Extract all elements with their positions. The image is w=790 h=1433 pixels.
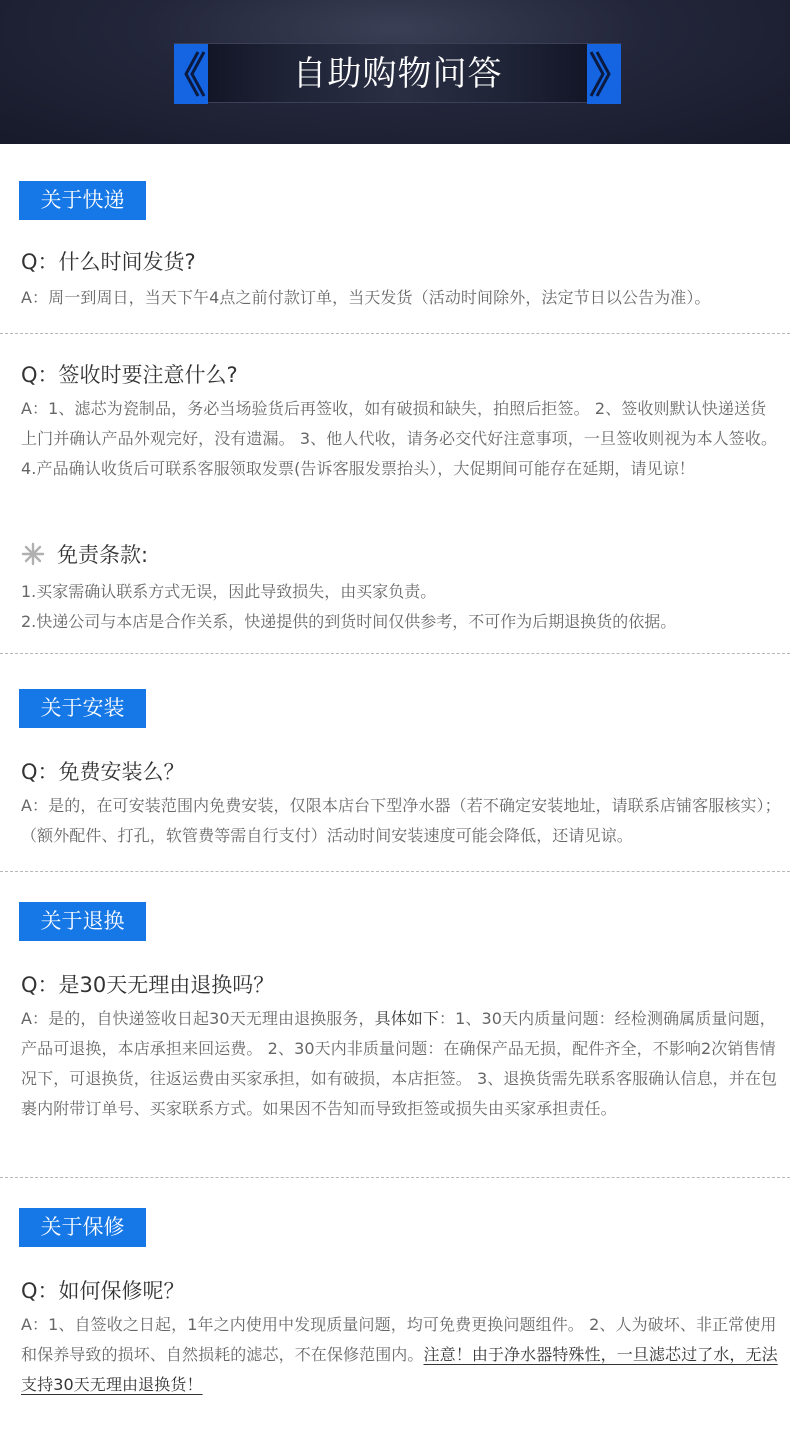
answer-text: ：1、30天内质量问题：经检测确属质量问题，产品可退换，本店承担来回运费。 2、30天内非质量问题：在确保产品无损，配件齐全，不影响2次销售情况下，可退换货，往返运费由买家承担，如有破损，本店拒签。 3、退换货需先联系客服确认信息，并在包裹内附带订单号、买家联系方式。如果因不告知而导致拒签或损失由买家承担责任。 <box>21 1009 778 1118</box>
asterisk-icon <box>21 542 45 566</box>
question-receipt: Q：签收时要注意什么? <box>21 363 238 387</box>
section-tag-exchange: 关于退换 <box>19 902 146 941</box>
answer-emphasis: 具体如下 <box>374 1009 440 1028</box>
disclaimer-title: 免责条款: <box>57 543 149 567</box>
question-warranty: Q：如何保修呢？ <box>21 1279 185 1303</box>
section-tag-warranty: 关于保修 <box>19 1208 146 1247</box>
page-header <box>0 0 790 144</box>
page-title: 自助购物问答 <box>292 54 503 94</box>
answer-text: A：是的，自快递签收日起30天无理由退换服务， <box>21 1009 375 1028</box>
divider <box>0 653 790 654</box>
question-free-install: Q：免费安装么？ <box>21 760 185 784</box>
warning-note: 注意！由于净水器特殊性，一旦滤芯过了水，无法支持30天无理由退换货！ <box>21 1345 778 1394</box>
answer-30-day-return <box>21 1004 781 1124</box>
section-tag-express: 关于快递 <box>19 181 146 220</box>
disclaimer-item-2: 2.快递公司与本店是合作关系，快递提供的到货时间仅供参考，不可作为后期退换货的依据。 <box>21 612 677 631</box>
answer-text: A：1、自签收之日起，1年之内使用中发现质量问题，均可免费更换问题组件。 2、人为破坏、非正常使用和保养导致的损坏、自然损耗的滤芯，不在保修范围内。 <box>21 1315 777 1364</box>
title-banner <box>174 43 621 103</box>
divider <box>0 1177 790 1178</box>
divider <box>0 333 790 334</box>
divider <box>0 871 790 872</box>
question-30-day-return: Q：是30天无理由退换吗？ <box>21 973 275 997</box>
disclaimer-item-1: 1.买家需确认联系方式无误，因此导致损失，由买家负责。 <box>21 582 437 601</box>
answer-warranty <box>21 1310 781 1400</box>
section-tag-install: 关于安装 <box>19 689 146 728</box>
answer-free-install: A：是的，在可安装范围内免费安装，仅限本店台下型净水器（若不确定安装地址，请联系店铺客服核实）；（额外配件、打孔，软管费等需自行支付）活动时间安装速度可能会降低，还请见谅。 <box>21 796 781 845</box>
answer-ship-time: A：周一到周日，当天下午4点之前付款订单，当天发货（活动时间除外，法定节日以公告为准）。 <box>21 288 711 307</box>
answer-receipt: A：1、滤芯为瓷制品，务必当场验货后再签收，如有破损和缺失，拍照后拒签。 2、签收则默认快递送货上门并确认产品外观完好，没有遗漏。 3、他人代收，请务必交代好注意事项，一旦签收则视为本人签收。 4.产品确认收货后可联系客服领取发票(告诉客服发票抬头），大促期间可能存在延期，请见谅！ <box>21 399 778 478</box>
right-chevron-icon <box>587 44 621 104</box>
disclaimer-heading <box>21 539 148 569</box>
question-ship-time: Q：什么时间发货? <box>21 250 196 274</box>
